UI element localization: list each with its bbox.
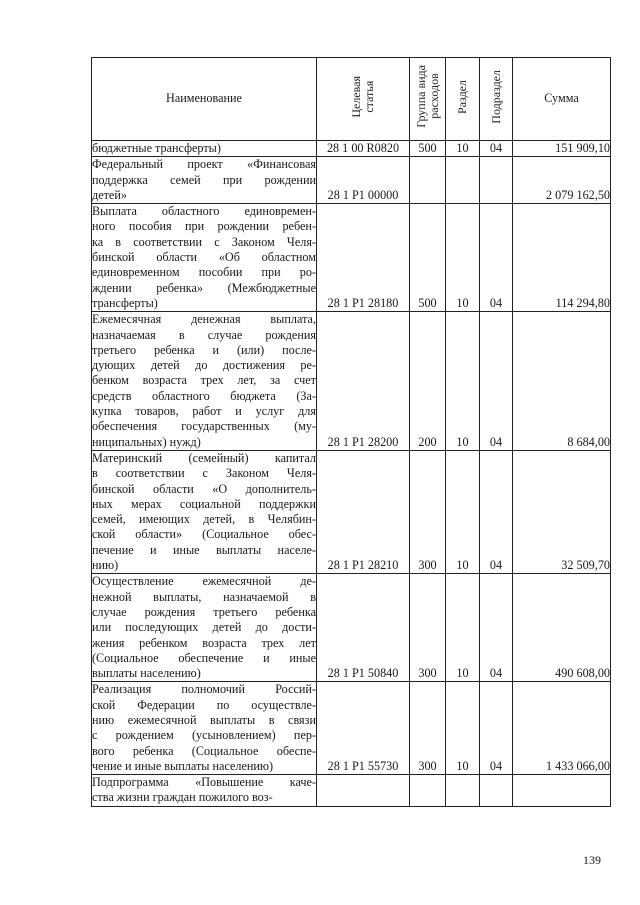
table-row bbox=[92, 775, 611, 807]
cell-name-line: третьего ребенка и (или) после- bbox=[92, 342, 316, 357]
cell-name-line: детей» bbox=[92, 187, 127, 202]
cell-subsection: 04 bbox=[480, 141, 513, 157]
cell-name-line: (Социальное обеспечение и иные bbox=[92, 650, 316, 665]
table-row bbox=[92, 682, 611, 775]
cell-name-line: или последующих детей до дости- bbox=[92, 620, 316, 635]
cell-name bbox=[92, 574, 317, 682]
cell-subsection: 04 bbox=[480, 450, 513, 573]
cell-subsection: 04 bbox=[480, 204, 513, 312]
cell-name-line: печение и иные выплаты населе- bbox=[92, 542, 316, 557]
cell-article: 28 1 P1 28180 bbox=[317, 204, 410, 312]
cell-name-line: с рождением (усыновлением) пер- bbox=[92, 728, 316, 743]
cell-name-line: ства жизни граждан пожилого воз- bbox=[92, 790, 273, 805]
cell-group: 200 bbox=[410, 312, 446, 451]
table-row bbox=[92, 157, 611, 204]
cell-name-line: средств областного бюджета (За- bbox=[92, 388, 316, 403]
cell-name-line: поддержка семей при рождении bbox=[92, 172, 316, 187]
cell-name-line: ниципальных) нужд) bbox=[92, 434, 201, 449]
header-group: Группа вида расходов bbox=[410, 58, 446, 141]
cell-name-line: бенком возраста трех лет, за счет bbox=[92, 373, 316, 388]
cell-name-line: Ежемесячная денежная выплата, bbox=[92, 312, 316, 327]
cell-sum: 1 433 066,00 bbox=[513, 682, 611, 775]
cell-name-line: ного пособия при рождении ребен- bbox=[92, 219, 316, 234]
cell-group: 300 bbox=[410, 682, 446, 775]
cell-group bbox=[410, 157, 446, 204]
cell-name-line: трансферты) bbox=[92, 295, 158, 310]
cell-section: 10 bbox=[446, 574, 480, 682]
cell-name-line: семей, имеющих детей, в Челябин- bbox=[92, 512, 316, 527]
cell-name-line: жения ребенком возраста трех лет bbox=[92, 635, 316, 650]
cell-article: 28 1 P1 00000 bbox=[317, 157, 410, 204]
header-article: Целевая статья bbox=[317, 58, 410, 141]
table-row bbox=[92, 312, 611, 451]
cell-name-line: единовременном пособии при ро- bbox=[92, 265, 316, 280]
header-subsection: Подраздел bbox=[480, 58, 513, 141]
cell-article: 28 1 P1 28200 bbox=[317, 312, 410, 451]
cell-sum: 32 509,70 bbox=[513, 450, 611, 573]
cell-name-line: нию) bbox=[92, 558, 119, 573]
cell-name bbox=[92, 775, 317, 807]
cell-group: 500 bbox=[410, 141, 446, 157]
cell-section: 10 bbox=[446, 312, 480, 451]
cell-subsection: 04 bbox=[480, 312, 513, 451]
cell-section: 10 bbox=[446, 682, 480, 775]
cell-sum bbox=[513, 775, 611, 807]
cell-name-line: назначаемая в случае рождения bbox=[92, 327, 316, 342]
cell-section: 10 bbox=[446, 450, 480, 573]
table-row bbox=[92, 450, 611, 573]
cell-sum: 114 294,80 bbox=[513, 204, 611, 312]
cell-name-line: чение и иные выплаты населению) bbox=[92, 758, 274, 773]
cell-name-line: Осуществление ежемесячной де- bbox=[92, 574, 316, 589]
cell-name-line: нию ежемесячной выплаты в связи bbox=[92, 712, 316, 727]
cell-article: 28 1 P1 55730 bbox=[317, 682, 410, 775]
cell-name-line: бинской области «Об областном bbox=[92, 250, 316, 265]
cell-sum: 151 909,10 bbox=[513, 141, 611, 157]
cell-name-line: выплаты населению) bbox=[92, 666, 201, 681]
cell-name-line: бинской области «О дополнитель- bbox=[92, 481, 316, 496]
cell-subsection: 04 bbox=[480, 682, 513, 775]
table-row bbox=[92, 141, 611, 157]
cell-name-line: ных мерах социальной поддержки bbox=[92, 496, 316, 511]
cell-name bbox=[92, 682, 317, 775]
cell-sum: 8 684,00 bbox=[513, 312, 611, 451]
cell-name-line: ка в соответствии с Законом Челя- bbox=[92, 234, 316, 249]
cell-name-line: в соответствии с Законом Челя- bbox=[92, 466, 316, 481]
cell-name bbox=[92, 450, 317, 573]
cell-article: 28 1 P1 28210 bbox=[317, 450, 410, 573]
cell-group bbox=[410, 775, 446, 807]
table-body bbox=[92, 141, 611, 807]
cell-name-line: обеспечения государственных (му- bbox=[92, 419, 316, 434]
cell-name bbox=[92, 204, 317, 312]
cell-name bbox=[92, 141, 317, 157]
cell-name-line: Выплата областного единовремен- bbox=[92, 204, 316, 219]
table-row bbox=[92, 574, 611, 682]
cell-name-line: Подпрограмма «Повышение каче- bbox=[92, 775, 316, 790]
cell-name-line: дующих детей до достижения ре- bbox=[92, 358, 316, 373]
cell-name-line: купка товаров, работ и услуг для bbox=[92, 404, 316, 419]
header-name: Наименование bbox=[92, 58, 317, 141]
cell-article bbox=[317, 775, 410, 807]
cell-name-line: случае рождения третьего ребенка bbox=[92, 604, 316, 619]
cell-section bbox=[446, 775, 480, 807]
page-number: 139 bbox=[583, 853, 601, 867]
cell-section bbox=[446, 157, 480, 204]
cell-name-line: бюджетные трансферты) bbox=[92, 141, 221, 155]
header-sum: Сумма bbox=[513, 58, 611, 141]
cell-article: 28 1 P1 50840 bbox=[317, 574, 410, 682]
cell-section: 10 bbox=[446, 141, 480, 157]
cell-sum: 2 079 162,50 bbox=[513, 157, 611, 204]
cell-name-line: Реализация полномочий Россий- bbox=[92, 682, 316, 697]
cell-group: 300 bbox=[410, 574, 446, 682]
header-section: Раздел bbox=[446, 58, 480, 141]
cell-section: 10 bbox=[446, 204, 480, 312]
cell-name-line: Федеральный проект «Финансовая bbox=[92, 157, 316, 172]
table-header-row bbox=[92, 58, 611, 141]
cell-name-line: нежной выплаты, назначаемой в bbox=[92, 589, 316, 604]
cell-article: 28 1 00 R0820 bbox=[317, 141, 410, 157]
cell-name bbox=[92, 157, 317, 204]
cell-name-line: ской Федерации по осуществле- bbox=[92, 697, 316, 712]
cell-name-line: ждении ребенка» (Межбюджетные bbox=[92, 280, 316, 295]
cell-group: 500 bbox=[410, 204, 446, 312]
cell-name-line: вого ребенка (Социальное обеспе- bbox=[92, 743, 316, 758]
cell-name-line: ской области» (Социальное обес- bbox=[92, 527, 316, 542]
budget-table bbox=[91, 57, 611, 807]
cell-subsection bbox=[480, 775, 513, 807]
table-row bbox=[92, 204, 611, 312]
cell-subsection: 04 bbox=[480, 574, 513, 682]
cell-subsection bbox=[480, 157, 513, 204]
cell-name-line: Материнский (семейный) капитал bbox=[92, 450, 316, 465]
cell-name bbox=[92, 312, 317, 451]
cell-group: 300 bbox=[410, 450, 446, 573]
cell-sum: 490 608,00 bbox=[513, 574, 611, 682]
